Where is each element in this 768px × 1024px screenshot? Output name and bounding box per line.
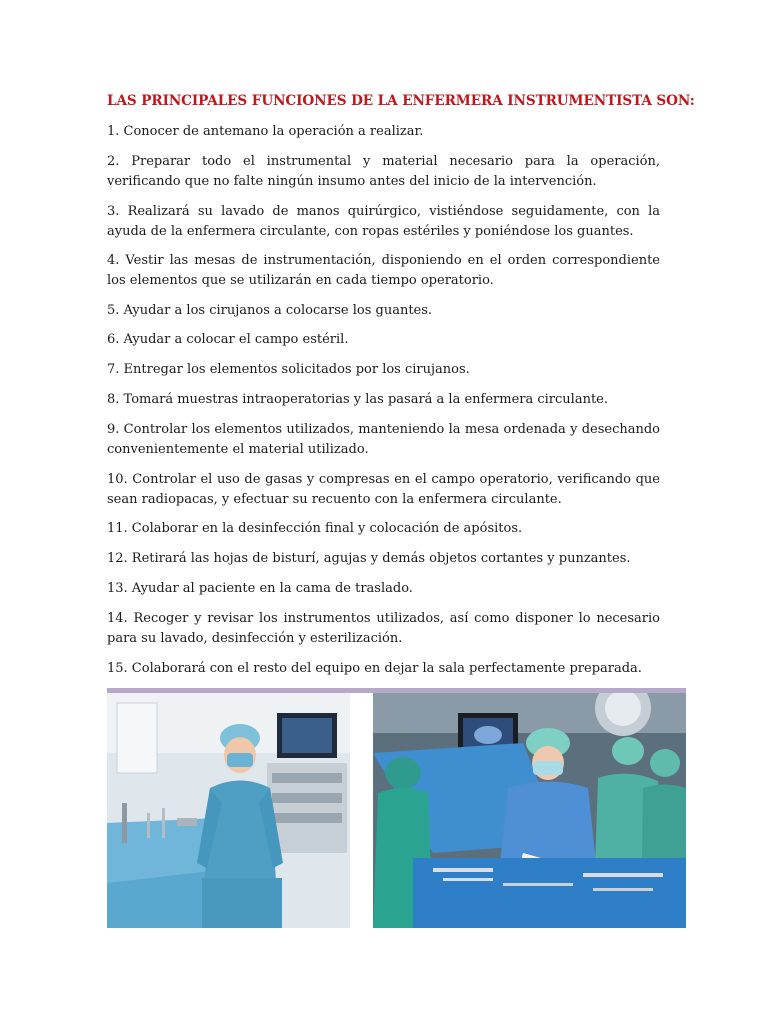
list-item: 6. Ayudar a colocar el campo estéril. (107, 332, 349, 347)
surgery-photo-image (373, 693, 686, 928)
list-item: 11. Colaborar en la desinfección final y colocación de apósitos. (107, 521, 523, 536)
surgery-photo (373, 693, 686, 928)
list-item: 9. Controlar los elementos utilizados, manteniendo la mesa ordenada y desechando convenientemente el material utilizado. (107, 422, 660, 457)
list-item: 13. Ayudar al paciente en la cama de traslado. (107, 581, 413, 596)
list-item: 4. Vestir las mesas de instrumentación, disponiendo en el orden correspondiente los elementos que se utilizarán en cada tiempo operatorio. (107, 253, 660, 288)
list-item: 15. Colaborará con el resto del equipo en dejar la sala perfectamente preparada. (107, 661, 642, 676)
list-item: 1. Conocer de antemano la operación a realizar. (107, 124, 424, 139)
photo-strip (107, 688, 686, 928)
list-item: 7. Entregar los elementos solicitados por los cirujanos. (107, 362, 470, 377)
list-item: 10. Controlar el uso de gasas y compresas en el campo operatorio, verificando que sean radiopacas, y efectuar su recuento con la enfermera circulante. (107, 472, 660, 507)
list-item: 2. Preparar todo el instrumental y material necesario para la operación, verificando que no falte ningún insumo antes del inicio de la intervención. (107, 154, 660, 189)
list-item: 3. Realizará su lavado de manos quirúrgico, vistiéndose seguidamente, con la ayuda de la enfermera circulante, con ropas estériles y poniéndose los guantes. (107, 204, 660, 239)
document-title: LAS PRINCIPALES FUNCIONES DE LA ENFERMERA INSTRUMENTISTA SON: (107, 93, 695, 109)
list-item: 5. Ayudar a los cirujanos a colocarse los guantes. (107, 303, 433, 318)
nurse-photo (107, 693, 350, 928)
list-item: 12. Retirará las hojas de bisturí, agujas y demás objetos cortantes y punzantes. (107, 551, 631, 566)
nurse-photo-image (107, 693, 350, 928)
list-item: 14. Recoger y revisar los instrumentos utilizados, así como disponer lo necesario para su lavado, desinfección y esterilización. (107, 611, 660, 646)
list-item: 8. Tomará muestras intraoperatorias y las pasará a la enfermera circulante. (107, 392, 609, 407)
